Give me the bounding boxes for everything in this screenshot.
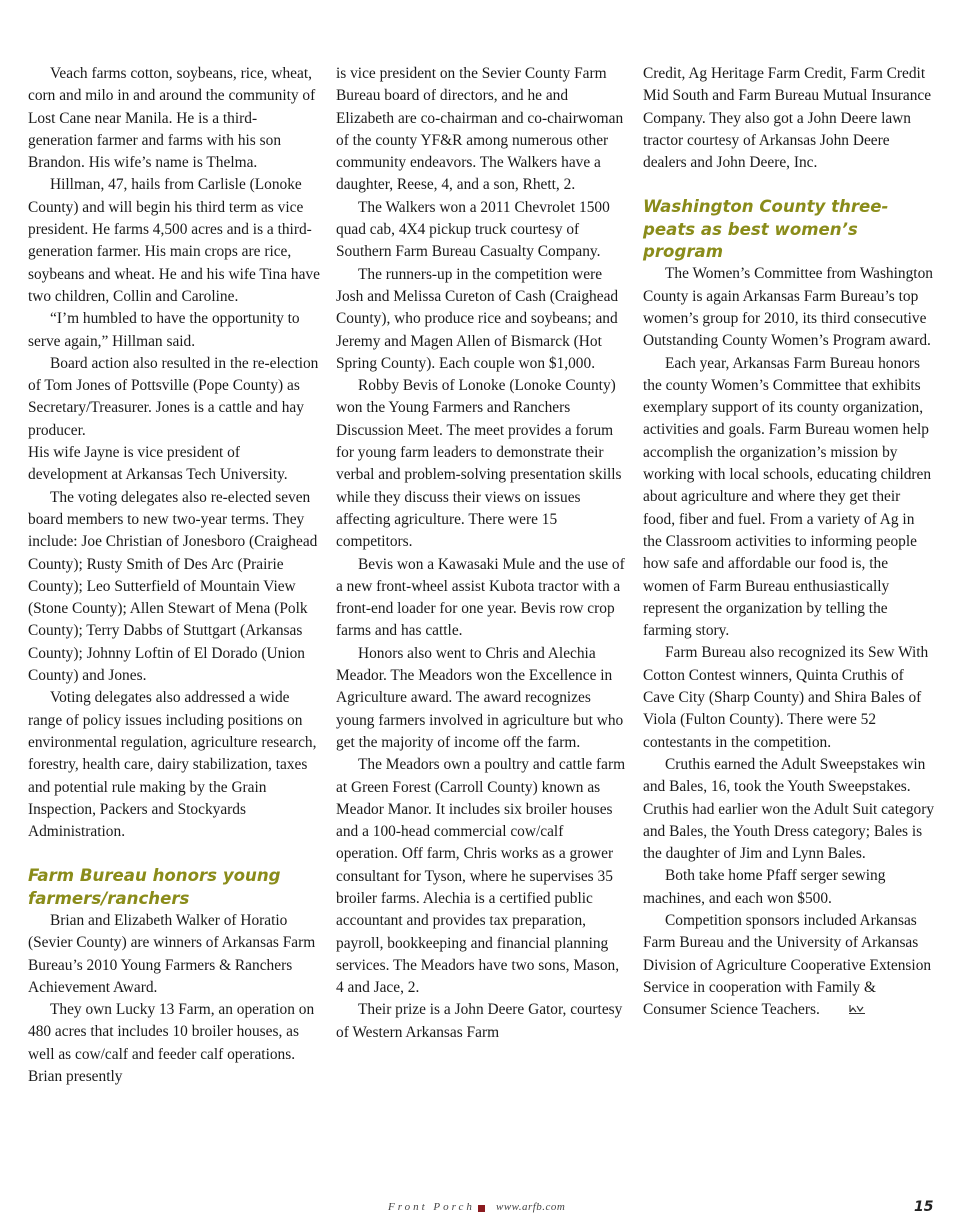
paragraph: Veach farms cotton, soybeans, rice, wheat, corn and milo in and around the community of Lost Cane near Manila. He is a third-generation farmer and farms with his son Brandon. His wife’s name is Thelma.: [28, 65, 316, 172]
paragraph: Board action also resulted in the re-election of Tom Jones of Pottsville (Pope County) as Secretary/Treasurer. Jones is a cattle and hay producer.: [28, 354, 319, 439]
article-column-1: [28, 63, 320, 1088]
paragraph: The Women’s Committee from Washington County is again Arkansas Farm Bureau’s top women’s group for 2010, its third consecutive Outstanding County Women’s Program award.: [643, 265, 933, 350]
paragraph: Cruthis earned the Adult Sweepstakes win and Bales, 16, took the Youth Sweepstakes. Cruthis had earlier won the Adult Suit category and Bales, the Youth Dress category; Bales is the daughter of Jim and Lynn Bales.: [643, 755, 935, 863]
section-heading-washington-county: Washington County three-peats as best women’s program: [643, 197, 889, 262]
paragraph: Credit, Ag Heritage Farm Credit, Farm Credit Mid South and Farm Bureau Mutual Insurance Company. They also got a John Deere lawn tractor courtesy of Arkansas John Deere dealers and John Deere, Inc.: [643, 65, 932, 172]
end-of-story-icon: [826, 999, 866, 1021]
publication-name: Front Porch: [388, 1201, 475, 1213]
footer-url[interactable]: www.arfb.com: [496, 1201, 566, 1213]
square-bullet-icon: [478, 1205, 485, 1212]
paragraph: is vice president on the Sevier County Farm Bureau board of directors, and he and Elizabeth are co-chairman and co-chairwoman of the county YF&R among numerous other community endeavors. The Walkers have a daughter, Reese, 4, and a son, Rhett, 2.: [336, 65, 624, 194]
page-number: 15: [914, 1199, 934, 1215]
paragraph: [643, 910, 935, 1021]
paragraph: The Walkers won a 2011 Chevrolet 1500 quad cab, 4X4 pickup truck courtesy of Southern Farm Bureau Casualty Company.: [336, 198, 610, 261]
paragraph: Bevis won a Kawasaki Mule and the use of a new front-wheel assist Kubota tractor with a front-end loader for one year. Bevis row crop farms and has cattle.: [336, 555, 625, 640]
paragraph: Their prize is a John Deere Gator, courtesy of Western Arkansas Farm: [336, 1001, 623, 1041]
paragraph: Honors also went to Chris and Alechia Meador. The Meadors won the Excellence in Agriculture award. The award recognizes young farmers involved in agriculture but who get the majority of income off the farm.: [336, 644, 624, 751]
paragraph: Farm Bureau also recognized its Sew With Cotton Contest winners, Quinta Cruthis of Cave City (Sharp County) and Shira Bales of Viola (Fulton County). There were 52 contestants in the competition.: [643, 644, 929, 751]
paragraph: Each year, Arkansas Farm Bureau honors the county Women’s Committee that exhibits exemplary support of its county organization, activities and goals. Farm Bureau women help accomplish the organization’s mission by working with local schools, educating children about agriculture and where they get their food, fiber and fuel. From a variety of Ag in the Classroom activities to informing people how safe and affordable our food is, the women of Farm Bureau enthusiastically represent the organization by telling the farming story.: [643, 354, 932, 640]
paragraph: His wife Jayne is vice president of development at Arkansas Tech University.: [28, 444, 288, 484]
paragraph: Robby Bevis of Lonoke (Lonoke County) won the Young Farmers and Ranchers Discussion Meet. The meet provides a forum for young farm leaders to demonstrate their verbal and problem-solving presentation skills while they discuss their views on issues affecting agriculture. There were 15 competitors.: [336, 377, 622, 551]
article-column-3: [643, 63, 935, 1021]
page-footer: [0, 1200, 960, 1218]
paragraph: Brian and Elizabeth Walker of Horatio (Sevier County) are winners of Arkansas Farm Bureau’s 2010 Young Farmers & Ranchers Achievement Award.: [28, 911, 316, 996]
paragraph: “I’m humbled to have the opportunity to serve again,” Hillman said.: [28, 310, 300, 350]
paragraph: Voting delegates also addressed a wide range of policy issues including positions on environmental regulation, agriculture research, forestry, health care, dairy stabilization, taxes and potential rule making by the Grain Inspection, Packers and Stockyards Administration.: [28, 689, 317, 841]
paragraph: They own Lucky 13 Farm, an operation on 480 acres that includes 10 broiler houses, as well as cow/calf and feeder calf operations. Brian presently: [28, 1001, 315, 1086]
section-heading-young-farmers: Farm Bureau honors young farmers/ranchers: [28, 866, 281, 908]
paragraph: Hillman, 47, hails from Carlisle (Lonoke County) and will begin his third term as vice president. He farms 4,500 acres and is a third-generation farmer. His main crops are rice, soybeans and wheat. He and his wife Tina have two children, Collin and Caroline.: [28, 176, 320, 305]
paragraph: Both take home Pfaff serger sewing machines, and each won $500.: [643, 867, 886, 907]
paragraph: The runners-up in the competition were Josh and Melissa Cureton of Cash (Craighead County), who produce rice and soybeans; and Jeremy and Magen Allen of Bismarck (Hot Spring County). Each couple won $1,000.: [336, 265, 619, 372]
article-column-2: [336, 63, 628, 1044]
paragraph: The voting delegates also re-elected seven board members to new two-year terms. They include: Joe Christian of Jonesboro (Craighead County); Rusty Smith of Des Arc (Prairie County); Leo Sutterfield of Mountain View (Stone County); Allen Stewart of Mena (Polk County); Terry Dabbs of Stuttgart (Arkansas County); Johnny Loftin of El Dorado (Union County) and Jones.: [28, 488, 318, 685]
last-paragraph-text: Competition sponsors included Arkansas Farm Bureau and the University of Arkansas Division of Agriculture Cooperative Extension Service in cooperation with Family & Consumer Science Teachers.: [643, 911, 932, 1019]
paragraph: The Meadors own a poultry and cattle farm at Green Forest (Carroll County) known as Meador Manor. It includes six broiler houses and a 100-head commercial cow/calf operation. Off farm, Chris works as a grower consultant for Tyson, where he supervises 35 broiler farms. Alechia is a certified public accountant and provides tax preparation, payroll, bookkeeping and financial planning services. The Meadors have two sons, Mason, 4 and Jace, 2.: [336, 756, 626, 997]
